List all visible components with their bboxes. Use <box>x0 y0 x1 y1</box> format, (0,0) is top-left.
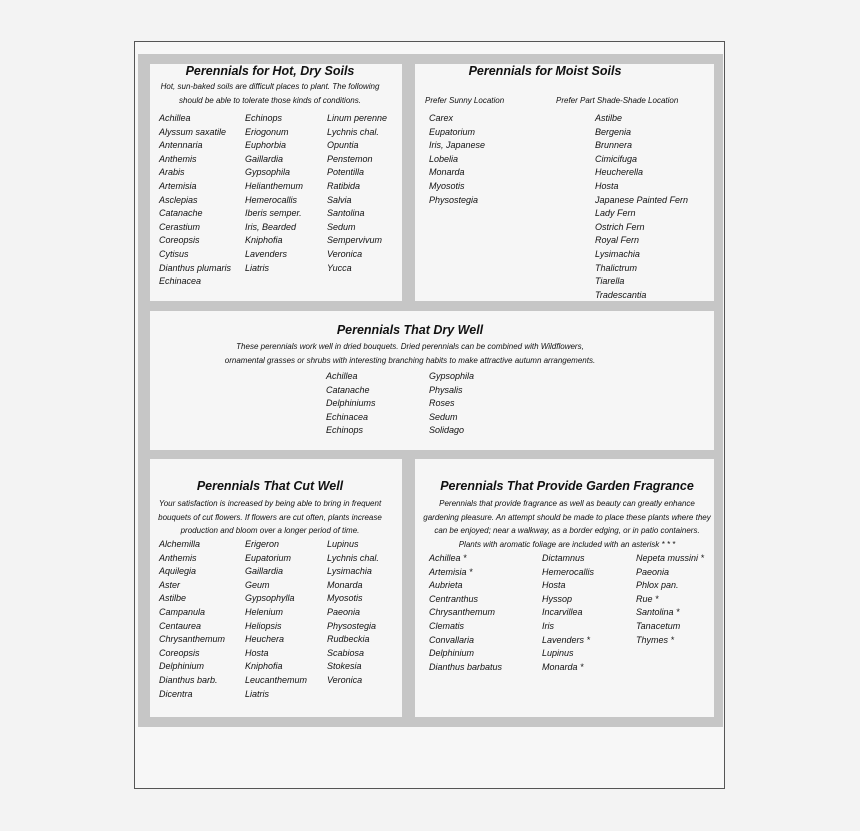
plant-name: Catanache <box>326 384 370 395</box>
moist-title: Perennials for Moist Soils <box>468 64 622 78</box>
fragrance-title: Perennials That Provide Garden Fragrance <box>440 479 694 493</box>
plant-name: Liatris <box>245 262 270 273</box>
moist-sunny-column <box>429 112 485 207</box>
plant-name: Clematis <box>429 620 465 631</box>
plant-name: Helenium <box>245 606 284 617</box>
plant-name: Physalis <box>429 384 463 395</box>
plant-name: Hyssop <box>542 593 573 604</box>
plant-name: Sempervivum <box>327 235 383 246</box>
plant-name: Potentilla <box>327 167 365 178</box>
fragrance-desc-line-3: can be enjoyed; near a walkway, as a border edging, or in patio containers. <box>434 526 700 535</box>
plant-name: Thalictrum <box>595 262 638 273</box>
plant-name: Leucanthemum <box>245 674 308 685</box>
plant-name: Lysimachia <box>595 248 640 259</box>
plant-name: Liatris <box>245 688 270 699</box>
plant-name: Tanacetum <box>636 620 681 631</box>
plant-name: Campanula <box>159 606 206 617</box>
plant-name: Heuchera <box>245 634 285 645</box>
plant-name: Chrysanthemum <box>429 607 496 618</box>
plant-name: Eupatorium <box>429 126 476 137</box>
plant-name: Santolina <box>327 208 365 219</box>
plant-name: Iris <box>542 620 554 631</box>
cut-well-column-1 <box>159 538 225 701</box>
plant-name: Opuntia <box>327 140 359 151</box>
shade-location-label: Prefer Part Shade-Shade Location <box>556 96 679 105</box>
plant-name: Lychnis chal. <box>327 126 379 137</box>
plant-name: Veronica <box>327 674 363 685</box>
dry-well-column-2 <box>429 370 474 438</box>
moist-shade-column <box>595 112 688 301</box>
fragrance-column-2 <box>542 552 594 674</box>
plant-name: Artemisia * <box>429 566 473 577</box>
plant-name: Stokesia <box>327 661 362 672</box>
plant-name: Salvia <box>327 194 352 205</box>
plant-name: Hosta <box>595 180 619 191</box>
plant-name: Astilbe <box>159 593 187 604</box>
plant-name: Lobelia <box>429 153 459 164</box>
cut-well-column-2 <box>245 538 307 701</box>
cut-well-desc-line-1: Your satisfaction is increased by being able to bring in frequent <box>158 499 382 508</box>
plant-name: Delphinium <box>159 661 205 672</box>
plant-name: Carex <box>429 113 454 123</box>
plant-name: Sedum <box>327 221 356 232</box>
plant-name: Monarda * <box>542 661 584 672</box>
cut-well-desc-line-2: bouquets of cut flowers. If flowers are cut often, plants increase <box>158 512 382 522</box>
plant-name: Ostrich Fern <box>595 221 645 232</box>
cut-well-desc-line-3: production and bloom over a longer period of time. <box>180 526 360 535</box>
plant-name: Artemisia <box>159 180 197 191</box>
plant-name: Alyssum saxatile <box>159 126 227 137</box>
document-page <box>134 41 725 789</box>
plant-name: Helianthemum <box>245 180 304 191</box>
plant-name: Antennaria <box>159 140 203 151</box>
dry-well-desc-line-1: These perennials work well in dried bouquets. Dried perennials can be combined with Wildflowers, <box>236 342 584 351</box>
plant-name: Iberis semper. <box>245 208 302 219</box>
plant-name: Aster <box>159 579 181 590</box>
plant-name: Iris, Japanese <box>429 140 486 151</box>
plant-name: Hemerocallis <box>245 194 298 205</box>
plant-name: Lavenders * <box>542 634 591 645</box>
plant-name: Dictamnus <box>542 553 585 563</box>
plant-name: Centranthus <box>429 593 479 604</box>
plant-name: Lavenders <box>245 248 288 259</box>
plant-name: Anthemis <box>159 153 197 164</box>
cut-well-description <box>150 497 390 538</box>
plant-name: Physostegia <box>327 620 377 631</box>
plant-name: Lysimachia <box>327 566 372 577</box>
plant-name: Hosta <box>245 647 269 658</box>
plant-name: Euphorbia <box>245 140 287 151</box>
plant-name: Gypsophila <box>429 371 475 381</box>
plant-name: Achillea <box>159 113 191 123</box>
plant-name: Aubrieta <box>429 580 463 591</box>
plant-name: Scabiosa <box>327 647 365 658</box>
plant-name: Linum perenne <box>327 113 388 123</box>
plant-name: Solidago <box>429 425 465 436</box>
hot-dry-column-2 <box>245 112 303 275</box>
plant-name: Bergenia <box>595 126 632 137</box>
plant-name: Phlox pan. <box>636 580 679 591</box>
moist-soils-panel <box>415 64 714 301</box>
plant-name: Achillea <box>326 371 358 381</box>
plant-name: Echinacea <box>159 276 202 287</box>
plant-name: Coreopsis <box>159 235 200 246</box>
cut-well-panel <box>150 459 402 717</box>
hot-dry-description <box>150 80 390 107</box>
plant-name: Dianthus plumaris <box>159 262 232 273</box>
plant-name: Astilbe <box>595 113 623 123</box>
panel-frame <box>138 54 723 727</box>
plant-name: Coreopsis <box>159 647 200 658</box>
plant-name: Hosta <box>542 580 566 591</box>
fragrance-column-1 <box>429 552 502 674</box>
plant-name: Heliopsis <box>245 620 282 631</box>
plant-name: Catanache <box>159 208 203 219</box>
plant-name: Aquilegia <box>159 566 197 577</box>
sunny-location-label: Prefer Sunny Location <box>425 96 505 105</box>
plant-name: Dianthus barbatus <box>429 661 503 672</box>
plant-name: Veronica <box>327 248 363 259</box>
plant-name: Alchemilla <box>159 539 201 549</box>
plant-name: Gaillardia <box>245 153 284 164</box>
plant-name: Echinops <box>245 113 283 123</box>
plant-name: Sedum <box>429 411 458 422</box>
plant-name: Gypsophylla <box>245 593 295 604</box>
plant-name: Paeonia <box>636 566 670 577</box>
plant-name: Rudbeckia <box>327 634 370 645</box>
plant-name: Penstemon <box>327 153 373 164</box>
plant-name: Arabis <box>159 167 185 178</box>
plant-name: Delphinium <box>429 648 475 659</box>
plant-name: Tiarella <box>595 276 625 287</box>
plant-name: Monarda <box>429 167 465 178</box>
plant-name: Physostegia <box>429 194 479 205</box>
plant-name: Incarvillea <box>542 607 583 618</box>
dry-well-panel <box>150 311 714 450</box>
plant-name: Royal Fern <box>595 235 640 246</box>
plant-name: Echinops <box>326 425 364 436</box>
fragrance-panel <box>415 459 714 717</box>
plant-name: Myosotis <box>327 593 363 604</box>
plant-name: Delphiniums <box>326 398 376 409</box>
plant-name: Kniphofia <box>245 661 283 672</box>
fragrance-desc-line-4: Plants with aromatic foliage are included with an asterisk * * * <box>458 539 676 549</box>
plant-name: Geum <box>245 579 270 590</box>
fragrance-column-3 <box>636 552 704 647</box>
plant-name: Lupinus <box>327 539 359 549</box>
dry-well-column-1 <box>326 370 376 438</box>
plant-name: Lupinus <box>542 648 574 659</box>
plant-name: Cytisus <box>159 248 189 259</box>
plant-name: Brunnera <box>595 140 633 151</box>
plant-name: Chrysanthemum <box>159 634 226 645</box>
fragrance-description <box>415 497 714 551</box>
plant-name: Cerastium <box>159 221 201 232</box>
plant-name: Kniphofia <box>245 235 283 246</box>
plant-name: Paeonia <box>327 606 361 617</box>
hot-dry-desc-line-1: Hot, sun-baked soils are difficult places to plant. The following <box>160 82 380 91</box>
plant-name: Echinacea <box>326 411 369 422</box>
plant-name: Roses <box>429 398 455 409</box>
plant-name: Erigeron <box>245 539 280 549</box>
hot-dry-column-3 <box>327 112 387 275</box>
hot-dry-soils-panel <box>150 64 402 301</box>
hot-dry-desc-line-2: should be able to tolerate those kinds of conditions. <box>179 95 361 105</box>
plant-name: Dianthus barb. <box>159 674 218 685</box>
plant-name: Gypsophila <box>245 167 291 178</box>
plant-name: Anthemis <box>159 552 197 563</box>
plant-name: Dicentra <box>159 688 193 699</box>
dry-well-title: Perennials That Dry Well <box>336 323 484 337</box>
plant-name: Santolina * <box>636 607 680 618</box>
plant-name: Thymes * <box>636 634 675 645</box>
dry-well-desc-line-2: ornamental grasses or shrubs with interesting branching habits to make attractive autumn arrangements. <box>224 355 596 365</box>
plant-name: Monarda <box>327 579 363 590</box>
cut-well-column-3 <box>327 538 379 688</box>
plant-name: Lychnis chal. <box>327 552 379 563</box>
plant-name: Rue * <box>636 593 659 604</box>
fragrance-desc-line-1: Perennials that provide fragrance as well as beauty can greatly enhance <box>439 499 695 508</box>
plant-name: Iris, Bearded <box>245 221 297 232</box>
plant-name: Asclepias <box>159 194 198 205</box>
plant-name: Ratibida <box>327 180 361 191</box>
hot-dry-title: Perennials for Hot, Dry Soils <box>185 64 355 78</box>
plant-name: Lady Fern <box>595 208 636 219</box>
plant-name: Myosotis <box>429 180 465 191</box>
plant-name: Gaillardia <box>245 566 284 577</box>
plant-name: Eriogonum <box>245 126 289 137</box>
dry-well-description <box>150 340 670 367</box>
plant-name: Japanese Painted Fern <box>595 194 689 205</box>
plant-name: Heucherella <box>595 167 644 178</box>
plant-name: Achillea * <box>429 553 467 563</box>
plant-name: Tradescantia <box>595 289 647 300</box>
plant-name: Eupatorium <box>245 552 292 563</box>
plant-name: Centaurea <box>159 620 202 631</box>
fragrance-desc-line-2: gardening pleasure. An attempt should be made to place these plants where they <box>423 512 711 522</box>
plant-name: Nepeta mussini * <box>636 553 705 563</box>
plant-name: Cimicifuga <box>595 153 638 164</box>
hot-dry-column-1 <box>159 112 231 289</box>
cut-well-title: Perennials That Cut Well <box>196 479 344 493</box>
plant-name: Yucca <box>327 262 352 273</box>
plant-name: Hemerocallis <box>542 566 595 577</box>
plant-name: Convallaria <box>429 634 475 645</box>
